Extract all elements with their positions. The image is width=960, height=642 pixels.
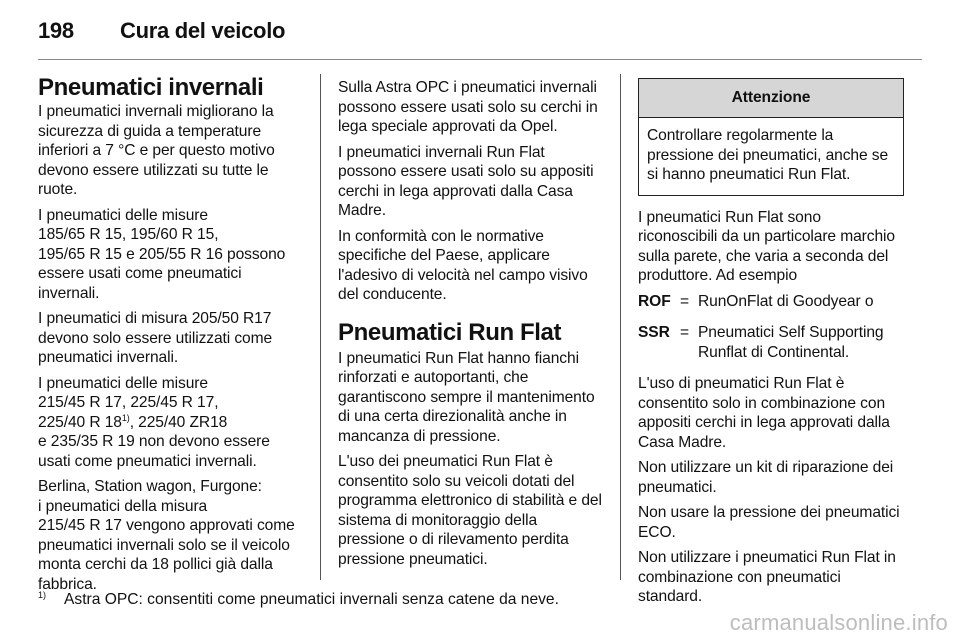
paragraph: Non utilizzare un kit di riparazione dei pneumatici. <box>638 459 894 496</box>
paragraph: I pneumatici Run Flat hanno fianchi rinforzati e autoportanti, che garantiscono sempre il mantenimento di una certa direzionalità anche in mancanza di pressione. <box>338 349 595 445</box>
section-title: Cura del veicolo <box>120 18 286 43</box>
paragraph: Non usare la pressione dei pneumatici ECO. <box>638 504 900 541</box>
definition-term: SSR <box>638 324 670 341</box>
definition-desc: Pneumatici Self Supporting Runflat di Continental. <box>698 324 884 361</box>
paragraph: L'uso dei pneumatici Run Flat è consentito solo su veicoli dotati del programma elettronico di stabilità e del sistema di monitoraggio della pressione o di rilevamento perdita pressione pneumatici. <box>338 453 602 568</box>
column-divider-left <box>320 74 321 580</box>
column-left <box>38 74 306 600</box>
column-middle <box>338 78 604 575</box>
paragraph: L'uso di pneumatici Run Flat è consentito solo in combinazione con appositi cerchi in lega approvati dalla Casa Madre. <box>638 375 890 451</box>
heading-run-flat: Pneumatici Run Flat <box>338 318 562 346</box>
footnote-mark: 1) <box>38 590 47 600</box>
heading-winter-tyres: Pneumatici invernali <box>38 74 264 101</box>
warning-text: Controllare regolarmente la pressione dei pneumatici, anche se si hanno pneumatici Run Flat. <box>647 127 889 183</box>
paragraph: I pneumatici delle misure 215/45 R 17, 225/45 R 17, 225/40 R 18$^{1)}$, 225/40 ZR18 e 235/35 R 19 non devono essere usati come pneumatici invernali. <box>38 374 270 470</box>
column-divider-right <box>620 74 621 580</box>
paragraph: Sulla Astra OPC i pneumatici invernali possono essere usati solo su cerchi in lega speciale approvati da Opel. <box>338 79 598 135</box>
header-divider <box>38 59 922 60</box>
page-header <box>38 18 285 44</box>
definition-desc: RunOnFlat di Goodyear o <box>698 292 874 310</box>
definition-equals: = <box>680 324 690 341</box>
paragraph: I pneumatici Run Flat sono riconoscibili da un particolare marchio sulla parete, che varia a seconda del produttore. Ad esempio <box>638 208 895 284</box>
warning-title: Attenzione <box>639 79 903 118</box>
paragraph: Berlina, Station wagon, Furgone: i pneumatici della misura 215/45 R 17 vengono approvati come pneumatici invernali solo se il veicolo monta cerchi da 18 pollici già dalla fabbrica. <box>38 478 295 593</box>
paragraph: I pneumatici invernali Run Flat possono essere usati solo su appositi cerchi in lega approvati dalla Casa Madre. <box>338 143 594 219</box>
definition-row <box>638 292 904 312</box>
footnote-text: Astra OPC: consentiti come pneumatici invernali senza catene da neve. <box>64 591 559 609</box>
paragraph: Non utilizzare i pneumatici Run Flat in combinazione con pneumatici standard. <box>638 549 896 605</box>
definition-term: ROF <box>638 292 671 310</box>
footnote-ref: 1) <box>121 412 130 423</box>
definition-list <box>638 292 904 363</box>
watermark: carmanualsonline.info <box>729 610 948 635</box>
warning-box <box>638 78 904 196</box>
paragraph: I pneumatici di misura 205/50 R17 devono solo essere utilizzati come pneumatici invernali. <box>38 310 273 366</box>
definition-equals: = <box>680 292 690 310</box>
paragraph: I pneumatici delle misure 185/65 R 15, 195/60 R 15, 195/65 R 15 e 205/55 R 16 possono essere usati come pneumatici invernali. <box>38 206 286 302</box>
footnote <box>38 590 559 609</box>
paragraph: I pneumatici invernali migliorano la sicurezza di guida a temperature inferiori a 7 °C e per questo motivo devono essere utilizzati su tutte le ruote. <box>38 103 275 198</box>
definition-row <box>638 323 904 362</box>
paragraph: In conformità con le normative specifiche del Paese, applicare l'adesivo di velocità nel campo visivo del conducente. <box>338 227 588 303</box>
page-number: 198 <box>38 18 74 43</box>
column-right <box>638 78 904 613</box>
